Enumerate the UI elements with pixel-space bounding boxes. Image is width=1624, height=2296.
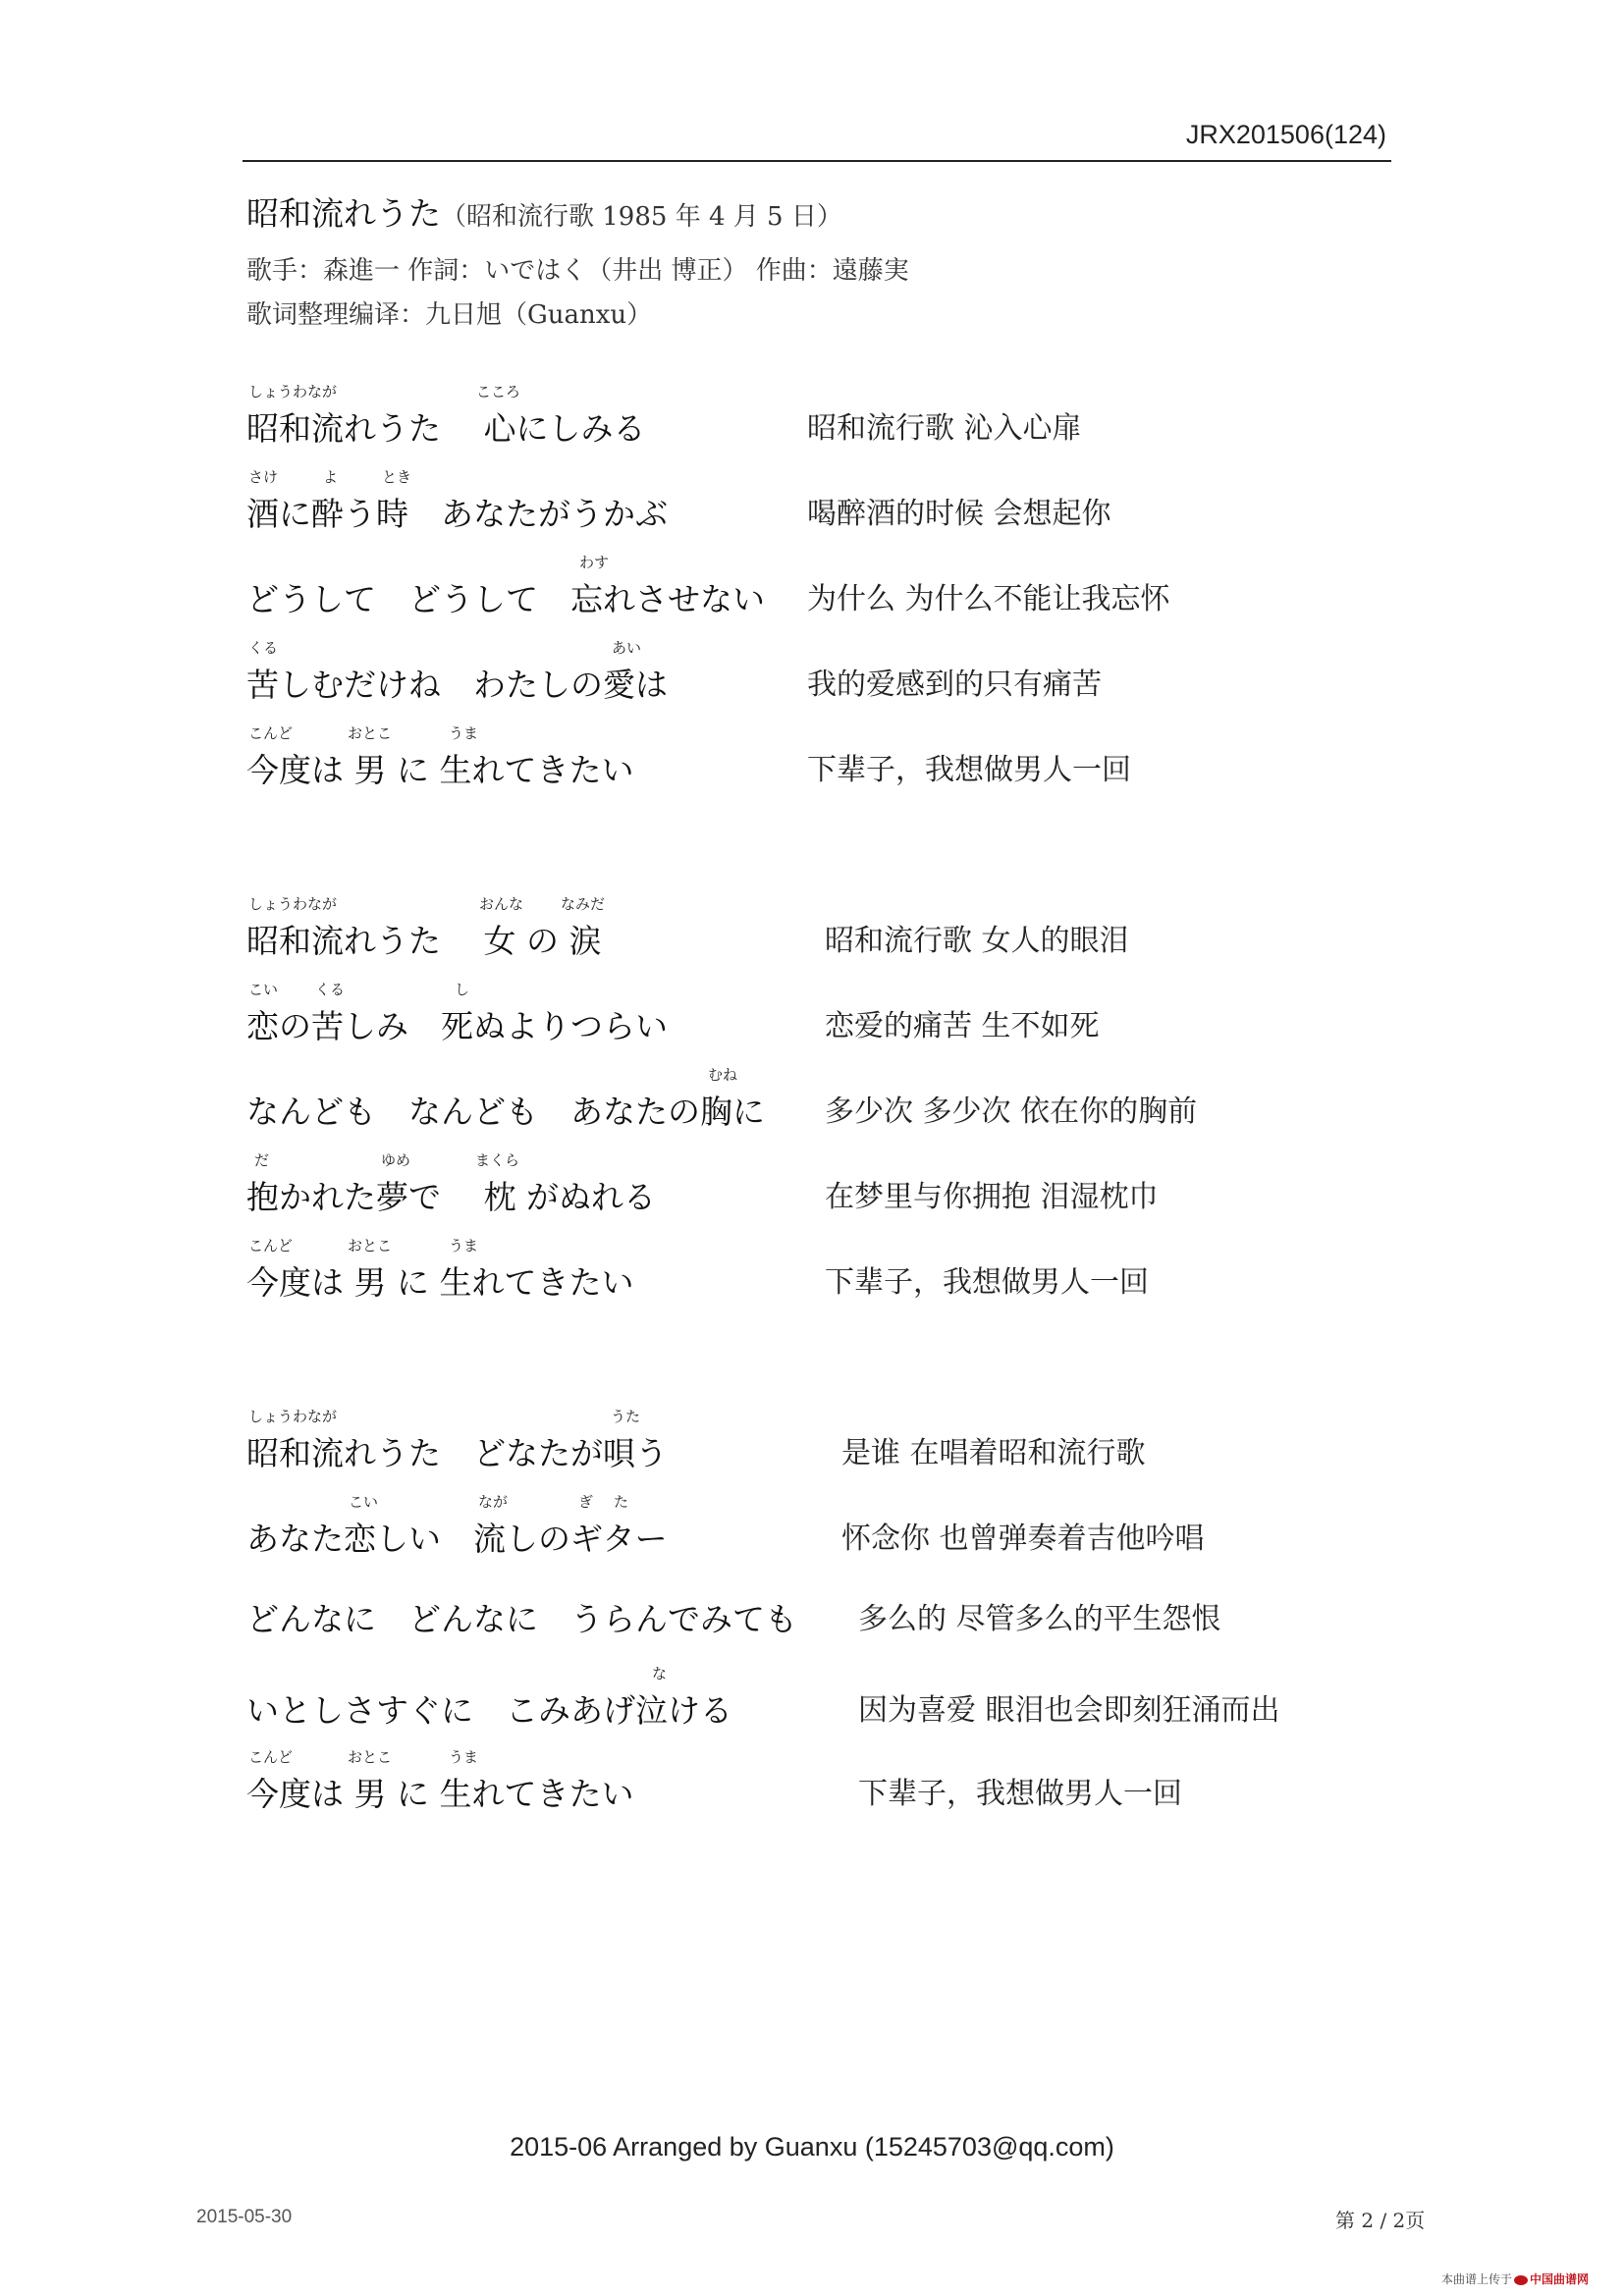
chinese-translation: 昭和流行歌 沁入心扉 xyxy=(807,411,1082,446)
furigana: うま xyxy=(449,1237,479,1255)
translator-line: 歌词整理编译：九日旭（Guanxu） xyxy=(246,300,653,330)
furigana: うま xyxy=(449,1748,479,1766)
furigana: しょうわなが xyxy=(248,1408,338,1425)
japanese-lyric: 今度は 男 に 生れてきたい xyxy=(246,1775,634,1813)
furigana: とき xyxy=(382,468,412,486)
chinese-translation: 恋爱的痛苦 生不如死 xyxy=(825,1009,1100,1043)
chinese-translation: 怀念你 也曾弹奏着吉他吟唱 xyxy=(841,1522,1205,1556)
furigana: おとこ xyxy=(348,724,393,742)
document-id: JRX201506(124) xyxy=(1185,120,1386,149)
furigana: わす xyxy=(579,554,610,571)
song-title: 昭和流れうた xyxy=(246,194,441,233)
chinese-translation: 为什么 为什么不能让我忘怀 xyxy=(807,582,1170,616)
japanese-lyric: 苦しむだけね わたしの愛は xyxy=(246,666,668,704)
chinese-translation: 喝醉酒的时候 会想起你 xyxy=(807,497,1111,531)
japanese-lyric: どんなに どんなに うらんでみても xyxy=(246,1600,797,1638)
furigana: こい xyxy=(349,1493,379,1511)
furigana: おとこ xyxy=(348,1748,393,1766)
furigana: こい xyxy=(248,981,279,998)
chinese-translation: 下辈子，我想做男人一回 xyxy=(825,1265,1149,1300)
header-rule xyxy=(243,160,1391,162)
japanese-lyric: あなた恋しい 流しのギター xyxy=(246,1520,668,1558)
japanese-lyric: 恋の苦しみ 死ぬよりつらい xyxy=(246,1007,668,1045)
japanese-lyric: 昭和流れうた 心にしみる xyxy=(246,409,646,448)
chinese-translation: 在梦里与你拥抱 泪湿枕巾 xyxy=(825,1180,1159,1214)
furigana: よ xyxy=(323,468,339,486)
furigana: だ xyxy=(254,1151,270,1169)
page-number: 第 2 / 2页 xyxy=(1335,2209,1426,2232)
title-line xyxy=(246,188,842,235)
chinese-translation: 下辈子，我想做男人一回 xyxy=(807,753,1131,787)
furigana: あい xyxy=(612,639,642,657)
furigana: さけ xyxy=(248,468,279,486)
furigana: ぎ xyxy=(578,1493,594,1511)
upload-note: 本曲谱上传于 xyxy=(1441,2272,1513,2286)
japanese-lyric: 昭和流れうた 女 の 涙 xyxy=(246,922,602,960)
japanese-lyric: 今度は 男 に 生れてきたい xyxy=(246,1263,634,1302)
credits-line: 歌手：森進一 作詞：いではく（井出 博正） 作曲：遠藤実 xyxy=(246,256,909,286)
chinese-translation: 多少次 多少次 依在你的胸前 xyxy=(825,1095,1198,1129)
furigana: こころ xyxy=(476,383,521,400)
chinese-translation: 多么的 尽管多么的平生怨恨 xyxy=(858,1602,1221,1636)
furigana: なが xyxy=(478,1493,509,1511)
furigana: くる xyxy=(248,639,279,657)
site-name: 中国曲谱网 xyxy=(1530,2272,1590,2286)
furigana: うた xyxy=(611,1408,641,1425)
chinese-translation: 因为喜爱 眼泪也会即刻狂涌而出 xyxy=(858,1693,1280,1728)
furigana: こんど xyxy=(248,1237,294,1255)
furigana: しょうわなが xyxy=(248,383,338,400)
chinese-translation: 昭和流行歌 女人的眼泪 xyxy=(825,924,1129,958)
furigana: こんど xyxy=(248,1748,294,1766)
furigana: まくら xyxy=(475,1151,520,1169)
japanese-lyric: 昭和流れうた どなたが唄う xyxy=(246,1434,668,1472)
japanese-lyric: どうして どうして 忘れさせない xyxy=(246,580,765,618)
song-subtitle: （昭和流行歌 1985 年 4 月 5 日） xyxy=(441,202,842,232)
furigana: ゆめ xyxy=(381,1151,411,1169)
furigana: しょうわなが xyxy=(248,895,338,913)
site-logo-icon xyxy=(1514,2275,1528,2285)
furigana: なみだ xyxy=(561,895,606,913)
furigana: おとこ xyxy=(348,1237,393,1255)
furigana: し xyxy=(455,981,470,998)
furigana: おんな xyxy=(479,895,524,913)
japanese-lyric: 酒に酔う時 あなたがうかぶ xyxy=(246,495,668,533)
footer-date: 2015-05-30 xyxy=(196,2207,293,2227)
chinese-translation: 我的爱感到的只有痛苦 xyxy=(807,667,1102,702)
chinese-translation: 是谁 在唱着昭和流行歌 xyxy=(841,1436,1146,1470)
japanese-lyric: いとしさすぐに こみあげ泣ける xyxy=(246,1691,732,1730)
furigana: むね xyxy=(708,1066,738,1084)
japanese-lyric: 今度は 男 に 生れてきたい xyxy=(246,751,634,789)
chinese-translation: 下辈子，我想做男人一回 xyxy=(858,1777,1182,1811)
japanese-lyric: なんども なんども あなたの胸に xyxy=(246,1093,765,1131)
furigana: た xyxy=(614,1493,629,1511)
arranger-credit: 2015-06 Arranged by Guanxu (15245703@qq.com) xyxy=(510,2132,1114,2162)
furigana: うま xyxy=(449,724,479,742)
furigana: な xyxy=(652,1665,668,1682)
japanese-lyric: 抱かれた夢で 枕 がぬれる xyxy=(246,1178,656,1216)
upload-watermark xyxy=(1441,2270,1589,2287)
furigana: こんど xyxy=(248,724,294,742)
furigana: くる xyxy=(315,981,346,998)
